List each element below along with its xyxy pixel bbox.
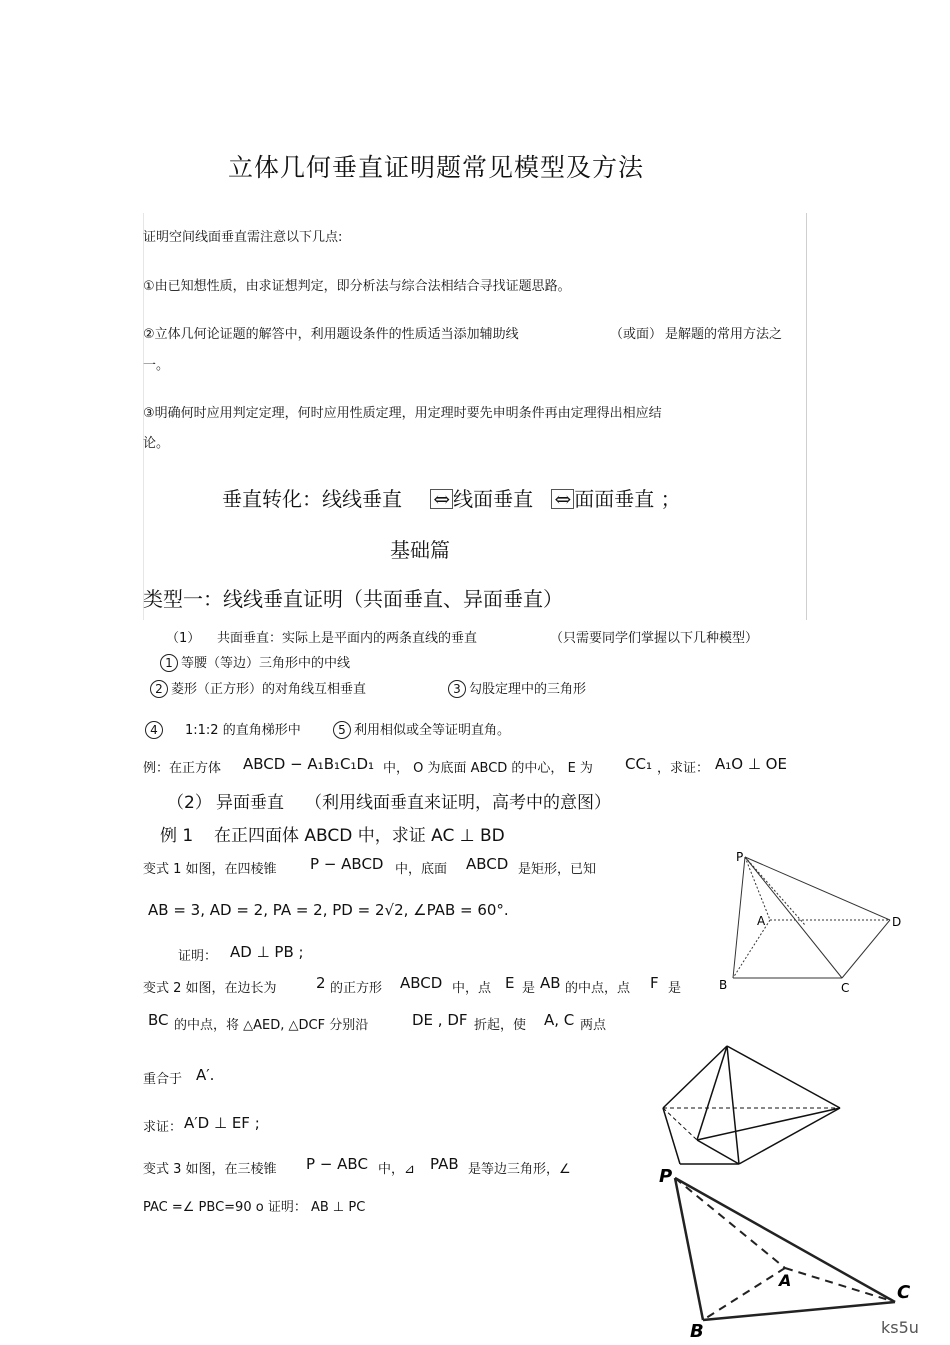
variant-2-c: 的正方形 [330,981,383,996]
example-1-label: 例 1 [160,826,194,846]
variant-2-g: 是 [522,981,536,996]
variant-2-l2b: 的中点，将 △AED, △DCF 分别沿 [174,1018,369,1033]
vertex-label-B: B [719,978,728,992]
triangular-pyramid-figure [655,1160,925,1342]
edge-AC [785,1268,895,1302]
conversion-line [222,483,681,512]
type-1-heading: 类型一：线线垂直证明（共面垂直、异面垂直） [143,587,563,611]
edge [727,1046,840,1108]
intro-point-1: ①由已知想性质，由求证想判定，即分析法与综合法相结合寻找证题思路。 [143,279,571,294]
frame-right-rule [806,213,807,620]
variant-1-d: ABCD [466,855,509,873]
edge [697,1108,840,1140]
model-text: 等腰（等边）三角形中的中线 [181,656,351,671]
vertex-label-A: A [779,1271,792,1290]
example-0-e: ，求证： [657,761,710,776]
sub-2-note: （利用线面垂直来证明，高考中的意图） [305,793,611,813]
intro-point-2a: ②立体几何论证题的解答中，利用题设条件的性质适当添加辅助线 [143,327,519,342]
variant-2-l3b: A′. [196,1066,215,1084]
variant-2-l2c: DE , DF [412,1011,468,1029]
sub-1-note: （只需要同学们掌握以下几种模型） [550,631,759,646]
variant-2-k: 是 [668,981,682,996]
equivalence-arrow-icon: ⇔ [551,489,574,509]
model-2 [150,678,366,698]
variant-2-d: ABCD [400,974,443,992]
variant-3-b: P − ABC [306,1155,368,1173]
example-0-f: A₁O ⊥ OE [715,755,787,773]
edge-AB [733,920,770,978]
variant-2-i: 的中点，点 [565,981,631,996]
variant-2-l2d: 折起，使 [474,1018,527,1033]
variant-2-l3a: 重合于 [143,1072,183,1087]
model-3 [448,678,586,698]
example-1-text: 在正四面体 ABCD 中，求证 AC ⊥ BD [214,826,505,846]
vertex-label-P: P [659,1166,673,1187]
variant-2-h: AB [540,974,561,992]
variant-2-l4b: A′D ⊥ EF ; [184,1114,260,1132]
conversion-end: 面面垂直 ； [574,487,681,511]
model-1 [160,652,350,672]
variant-2-j: F [650,974,659,992]
pyramid-figure [705,845,910,995]
variant-3-c: 中，⊿ [378,1162,415,1177]
variant-1-b: P − ABCD [310,855,384,873]
sub-1-text: 共面垂直：实际上是平面内的两条直线的垂直 [217,631,478,646]
example-0-b: ABCD − A₁B₁C₁D₁ [243,755,375,773]
model-text: 1:1:2 的直角梯形中 [185,723,301,738]
variant-2-e: 中，点 [452,981,492,996]
folded-square-figure [655,1040,850,1175]
variant-3-a: 变式 3 如图，在三棱锥 [143,1162,277,1177]
edge-PB [733,857,745,978]
edge-CD [842,920,890,978]
model-5 [333,719,510,739]
vertex-label-C: C [841,981,850,995]
variant-2-l2a: BC [148,1011,169,1029]
variant-1-e: 是矩形，已知 [518,862,597,877]
edge-aux [745,857,805,925]
sub-1-num: （1） [166,631,201,646]
variant-3-line-2: PAC =∠ PBC=90 o 证明： AB ⊥ PC [143,1200,366,1215]
variant-3-e: 是等边三角形，∠ [468,1162,571,1177]
variant-2-l2e: A, C [544,1011,575,1029]
edge [739,1108,840,1164]
variant-1-condition: AB = 3, AD = 2, PA = 2, PD = 2√2, ∠PAB = 60°. [148,901,509,919]
sub-2-text: 异面垂直 [216,793,284,813]
watermark: ks5u [881,1318,919,1337]
edge-PB [675,1178,703,1320]
model-number: 2 [150,680,168,698]
edge-BC [703,1302,895,1320]
model-number: 5 [333,721,351,739]
variant-1-proof-label: 证明： [178,949,218,964]
variant-3-d: PAB [430,1155,459,1173]
model-text: 利用相似或全等证明直角。 [354,723,511,738]
variant-1-c: 中，底面 [395,862,448,877]
intro-heading: 证明空间线面垂直需注意以下几点: [143,230,343,245]
edge-AB [703,1268,785,1320]
vertex-label-D: D [892,915,902,929]
example-0-d: CC₁ [625,755,652,773]
variant-2-l4a: 求证： [143,1120,183,1135]
model-number: 3 [448,680,466,698]
variant-1-a: 变式 1 如图，在四棱锥 [143,862,277,877]
model-number: 1 [160,654,178,672]
variant-2-l2f: 两点 [580,1018,607,1033]
sub-2-num: （2） [167,793,212,813]
example-0-a: 例：在正方体 [143,761,222,776]
intro-point-2c: 是解题的常用方法之 [665,327,783,342]
model-number: 4 [145,721,163,739]
vertex-label-B: B [690,1321,704,1342]
variant-2-b: 2 [316,974,326,992]
intro-point-2b: （或面） [610,327,663,342]
page-title: 立体几何垂直证明题常见模型及方法 [228,153,645,182]
variant-2-f: E [505,974,515,992]
variant-2-a: 变式 2 如图，在边长为 [143,981,277,996]
section-basic: 基础篇 [390,538,450,562]
edge [663,1108,680,1164]
edge [727,1046,739,1164]
vertex-label-C: C [897,1282,911,1303]
model-4 [145,719,301,739]
equivalence-arrow-icon: ⇔ [430,489,453,509]
intro-point-2d: 一。 [143,358,170,373]
vertex-label-P: P [736,850,744,864]
conversion-mid: 线面垂直 [453,487,534,511]
edge-PA [675,1178,785,1268]
intro-point-3a: ③明确何时应用判定定理，何时应用性质定理，用定理时要先申明条件再由定理得出相应结 [143,406,662,421]
intro-point-3b: 论。 [143,436,170,451]
model-text: 菱形（正方形）的对角线互相垂直 [171,682,367,697]
vertex-label-A: A [757,914,766,928]
variant-1-proof: AD ⊥ PB ; [230,943,304,961]
example-0-c: 中， O 为底面 ABCD 的中心， E 为 [383,761,593,776]
conversion-lead: 垂直转化：线线垂直 [222,487,402,511]
model-text: 勾股定理中的三角形 [469,682,587,697]
